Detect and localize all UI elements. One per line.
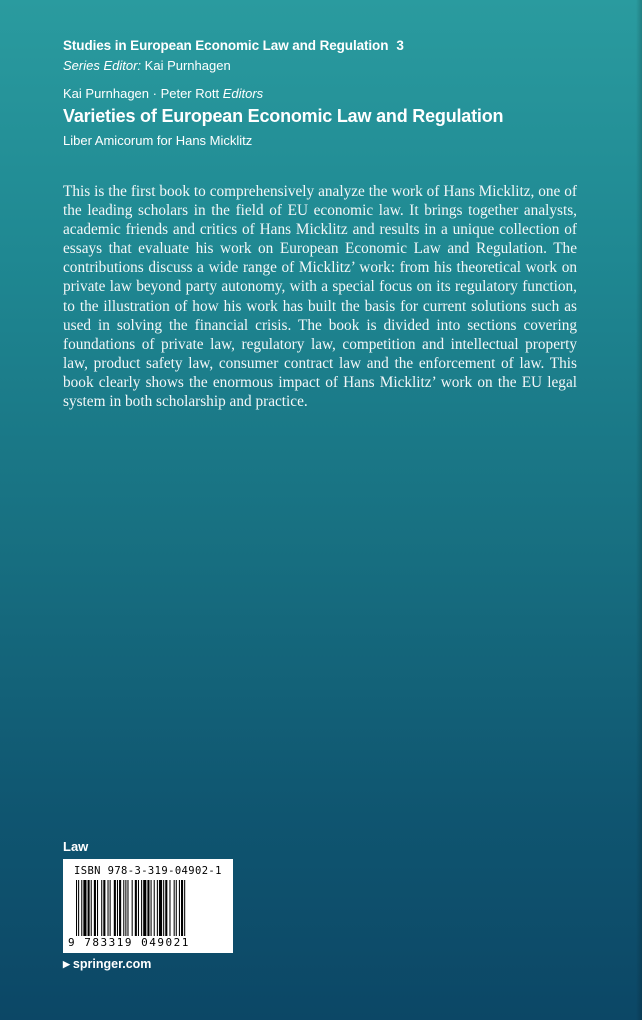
isbn-barcode: [63, 859, 233, 953]
editors-label: Editors: [222, 86, 264, 101]
barcode-bar: [159, 880, 162, 936]
barcode-bar: [123, 880, 124, 936]
barcode-bar: [151, 880, 152, 936]
isbn-text: ISBN 978-3-319-04902-1: [74, 865, 222, 877]
editors-names: Kai Purnhagen · Peter Rott: [63, 86, 220, 101]
barcode-bar: [157, 880, 158, 936]
series-editor-line: [63, 58, 231, 73]
barcode-bar: [78, 880, 79, 936]
subject-category: Law: [63, 839, 89, 854]
spine-shadow: [636, 0, 642, 1020]
barcode-bar: [135, 880, 137, 936]
barcode-bar: [76, 880, 77, 936]
book-description: This is the first book to comprehensively analyze the work of Hans Micklitz, one of the leading scholars in the field of EU economic law. It brings together analysts, academic friends and critics of Hans Micklitz and results in a unique collection of essays that evaluate his work on European Economic Law and Regulation. The contributions discuss a wide range of Micklitz’ work: from his theoretical work on private law beyond party autonomy, with a special focus on its regulatory function, to the illustration of how his work has built the basis for current solutions such as used in solving the financial crisis. The book is divided into sections covering foundations of private law, regulatory law, competition and intellectual property law, product safety law, consumer contract law and the enforcement of law. This book clearly shows the enormous impact of Hans Micklitz’ work on the EU legal system in both scholarship and practice.: [63, 183, 577, 411]
series-heading: [63, 38, 404, 53]
barcode-bar: [138, 880, 139, 936]
book-title: Varieties of European Economic Law and Regulation: [63, 106, 504, 126]
barcode-bar: [119, 880, 121, 936]
barcode-bar: [114, 880, 116, 936]
barcode-bar: [132, 880, 133, 936]
barcode-bar: [179, 880, 180, 936]
barcode-bars: [76, 880, 222, 936]
barcode-bar: [127, 880, 128, 936]
barcode-bar: [91, 880, 92, 936]
barcode-bar: [108, 880, 109, 936]
barcode-bar: [103, 880, 105, 936]
barcode-bar: [143, 880, 146, 936]
publisher-url: [63, 957, 151, 971]
barcode-bar: [176, 880, 177, 936]
editors-line: [63, 86, 263, 101]
barcode-bar: [181, 880, 183, 936]
barcode-bar: [163, 880, 164, 936]
barcode-bar: [117, 880, 118, 936]
barcode-bar: [101, 880, 102, 936]
barcode-bar: [165, 880, 167, 936]
barcode-bar: [97, 880, 98, 936]
barcode-bar: [154, 880, 155, 936]
barcode-bar: [169, 880, 170, 936]
series-editor-name: Kai Purnhagen: [144, 58, 231, 73]
barcode-bar: [174, 880, 175, 936]
series-editor-label: Series Editor:: [63, 58, 142, 73]
barcode-bar: [81, 880, 82, 936]
barcode-bar: [147, 880, 149, 936]
barcode-bar: [125, 880, 126, 936]
arrow-icon: ▶: [63, 959, 70, 969]
series-title: Studies in European Economic Law and Regulation: [63, 38, 389, 53]
barcode-bar: [83, 880, 86, 936]
series-volume: 3: [396, 38, 404, 53]
barcode-bar: [94, 880, 96, 936]
publisher-url-text: springer.com: [72, 957, 152, 971]
barcode-bar: [141, 880, 142, 936]
book-subtitle: Liber Amicorum for Hans Micklitz: [63, 133, 253, 148]
barcode-bar: [88, 880, 90, 936]
barcode-bar: [110, 880, 111, 936]
barcode-digits: 9 783319 049021: [68, 936, 190, 949]
barcode-bar: [184, 880, 185, 936]
